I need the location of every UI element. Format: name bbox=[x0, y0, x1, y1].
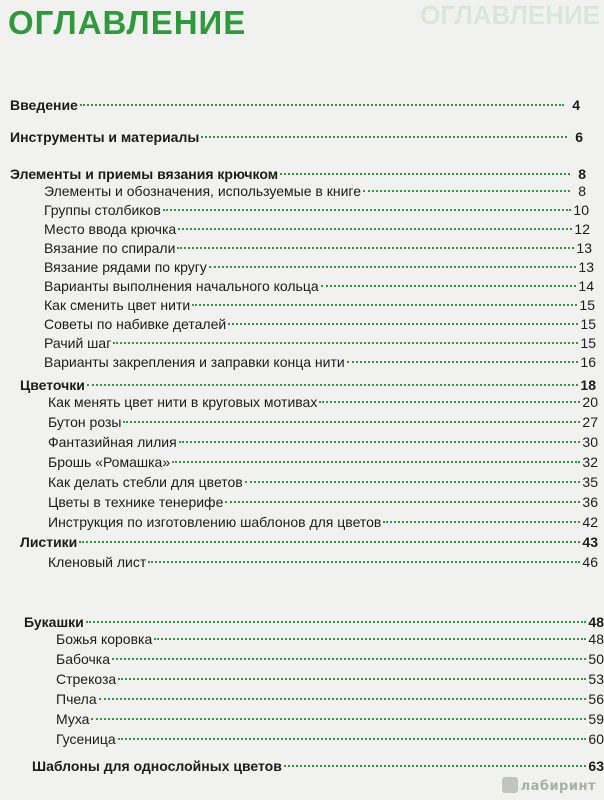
toc-entry-page: 56 bbox=[588, 691, 604, 707]
toc-entry-label: Как менять цвет нити в круговых мотивах bbox=[48, 394, 318, 410]
dot-leader bbox=[86, 621, 587, 623]
dot-leader bbox=[112, 658, 586, 660]
toc-entry bbox=[48, 393, 598, 411]
toc-entry bbox=[44, 201, 589, 219]
toc-entry-page: 35 bbox=[582, 474, 598, 490]
toc-entry-page: 32 bbox=[582, 454, 598, 470]
dot-leader bbox=[113, 342, 578, 344]
toc-entry bbox=[56, 690, 604, 708]
toc-entry-page: 36 bbox=[582, 494, 598, 510]
toc-section bbox=[32, 757, 604, 775]
toc-entry bbox=[48, 513, 598, 531]
dot-leader bbox=[192, 304, 577, 306]
toc-entry-label: Элементы и приемы вязания крючком bbox=[10, 166, 279, 182]
toc-entry bbox=[44, 353, 596, 371]
toc-entry bbox=[48, 413, 598, 431]
toc-entry-label: Вязание рядами по кругу bbox=[44, 259, 207, 275]
toc-entry-label: Брошь «Ромашка» bbox=[48, 454, 171, 470]
toc-entry-label: Рачий шаг bbox=[44, 335, 112, 351]
dot-leader bbox=[172, 461, 580, 463]
toc-entry-page: 13 bbox=[578, 259, 594, 275]
dot-leader bbox=[99, 698, 587, 700]
toc-entry bbox=[56, 710, 604, 728]
toc-entry-label: Бабочка bbox=[56, 651, 110, 667]
toc-entry-page: 13 bbox=[576, 240, 592, 256]
toc-entry-label: Божья коровка bbox=[56, 631, 153, 647]
toc-entry-page: 53 bbox=[588, 671, 604, 687]
toc-entry-page: 15 bbox=[579, 297, 595, 313]
toc-entry-page: 14 bbox=[578, 278, 594, 294]
page-title: ОГЛАВЛЕНИЕ bbox=[8, 4, 247, 41]
dot-leader bbox=[178, 228, 572, 230]
dot-leader bbox=[163, 209, 572, 211]
toc-section bbox=[20, 533, 598, 551]
dot-leader bbox=[87, 384, 579, 386]
toc-entry-label: Листики bbox=[20, 534, 78, 550]
dot-leader bbox=[225, 501, 580, 503]
labyrinth-logo-icon bbox=[502, 777, 518, 793]
toc-entry bbox=[44, 315, 596, 333]
dot-leader bbox=[177, 247, 574, 249]
dot-leader bbox=[148, 561, 580, 563]
dot-leader bbox=[91, 718, 586, 720]
toc-entry-page: 43 bbox=[582, 534, 598, 550]
toc-entry bbox=[48, 493, 598, 511]
toc-entry-page: 4 bbox=[572, 97, 580, 113]
toc-entry-page: 27 bbox=[582, 414, 598, 430]
toc-entry-label: Цветочки bbox=[20, 377, 85, 393]
toc-entry-page: 15 bbox=[580, 316, 596, 332]
toc-entry-page: 60 bbox=[588, 731, 604, 747]
toc-entry bbox=[44, 239, 592, 257]
toc-entry-label: Вязание по спирали bbox=[44, 240, 176, 256]
toc-entry-label: Место ввода крючка bbox=[44, 221, 177, 237]
dot-leader bbox=[209, 266, 577, 268]
toc-entry bbox=[56, 730, 604, 748]
toc-entry bbox=[44, 258, 594, 276]
toc-entry-label: Муха bbox=[56, 711, 90, 727]
toc-entry-label: Букашки bbox=[24, 614, 84, 630]
toc-entry-page: 50 bbox=[588, 651, 604, 667]
toc-entry-label: Стрекоза bbox=[56, 671, 117, 687]
dot-leader bbox=[201, 136, 567, 138]
toc-entry-label: Пчела bbox=[56, 691, 97, 707]
toc-entry-label: Как делать стебли для цветов bbox=[48, 474, 243, 490]
dot-leader bbox=[280, 173, 570, 175]
toc-entry-page: 15 bbox=[580, 335, 596, 351]
toc-entry-page: 30 bbox=[582, 434, 598, 450]
dot-leader bbox=[154, 638, 586, 640]
toc-entry bbox=[48, 453, 598, 471]
toc-entry-page: 8 bbox=[578, 183, 586, 199]
toc-entry-label: Цветы в технике тенерифе bbox=[48, 494, 224, 510]
toc-entry bbox=[44, 220, 590, 238]
toc-section bbox=[20, 376, 596, 394]
dot-leader bbox=[383, 521, 580, 523]
toc-entry-label: Варианты закрепления и заправки конца нити bbox=[44, 354, 345, 370]
toc-section bbox=[10, 128, 583, 146]
toc-entry-page: 42 bbox=[582, 514, 598, 530]
toc-entry-label: Элементы и обозначения, используемые в книге bbox=[44, 183, 362, 199]
toc-entry bbox=[44, 296, 595, 314]
toc-entry bbox=[44, 334, 596, 352]
toc-entry-page: 48 bbox=[588, 631, 604, 647]
toc-section bbox=[10, 96, 580, 114]
toc-entry-label: Как сменить цвет нити bbox=[44, 297, 191, 313]
toc-entry-label: Фантазийная лилия bbox=[48, 434, 177, 450]
toc-entry-label: Советы по набивке деталей bbox=[44, 316, 227, 332]
dot-leader bbox=[118, 738, 587, 740]
toc-entry-label: Инструменты и материалы bbox=[10, 129, 200, 145]
dot-leader bbox=[321, 285, 577, 287]
dot-leader bbox=[363, 190, 570, 192]
toc-section bbox=[10, 165, 586, 183]
toc-entry bbox=[48, 553, 598, 571]
toc-entry-label: Гусеница bbox=[56, 731, 116, 747]
toc-section bbox=[24, 613, 604, 631]
toc-entry-page: 8 bbox=[578, 166, 586, 182]
toc-entry-page: 46 bbox=[582, 554, 598, 570]
dot-leader bbox=[123, 421, 580, 423]
toc-entry-page: 59 bbox=[588, 711, 604, 727]
toc-entry bbox=[48, 433, 598, 451]
toc-entry-page: 48 bbox=[588, 614, 604, 630]
toc-entry-label: Шаблоны для однослойных цветов bbox=[32, 758, 282, 774]
toc-entry bbox=[56, 670, 604, 688]
watermark-logo bbox=[502, 777, 596, 794]
toc-entry bbox=[48, 473, 598, 491]
toc-entry bbox=[44, 277, 594, 295]
toc-entry-label: Группы столбиков bbox=[44, 202, 161, 218]
background-ghost-title: ОГЛАВЛЕНИЕ bbox=[420, 0, 600, 30]
dot-leader bbox=[79, 541, 580, 543]
dot-leader bbox=[228, 323, 578, 325]
toc-entry-page: 10 bbox=[573, 202, 589, 218]
toc-entry-label: Введение bbox=[10, 97, 78, 113]
dot-leader bbox=[118, 678, 586, 680]
toc-entry-page: 20 bbox=[582, 394, 598, 410]
dot-leader bbox=[179, 441, 581, 443]
toc-entry-page: 16 bbox=[580, 354, 596, 370]
toc-entry bbox=[56, 630, 604, 648]
toc-entry-page: 12 bbox=[574, 221, 590, 237]
toc-entry-label: Кленовый лист bbox=[48, 554, 147, 570]
toc-entry bbox=[56, 650, 604, 668]
dot-leader bbox=[284, 765, 587, 767]
toc-entry bbox=[44, 182, 586, 200]
dot-leader bbox=[245, 481, 581, 483]
toc-entry-page: 63 bbox=[588, 758, 604, 774]
toc-entry-label: Инструкция по изготовлению шаблонов для цветов bbox=[48, 514, 382, 530]
toc-entry-label: Варианты выполнения начального кольца bbox=[44, 278, 319, 294]
toc-entry-page: 6 bbox=[575, 129, 583, 145]
dot-leader bbox=[347, 361, 579, 363]
dot-leader bbox=[80, 104, 564, 106]
toc-entry-label: Бутон розы bbox=[48, 414, 122, 430]
watermark-text: лабиринт bbox=[520, 779, 596, 794]
toc-entry-page: 18 bbox=[580, 377, 596, 393]
dot-leader bbox=[319, 401, 580, 403]
